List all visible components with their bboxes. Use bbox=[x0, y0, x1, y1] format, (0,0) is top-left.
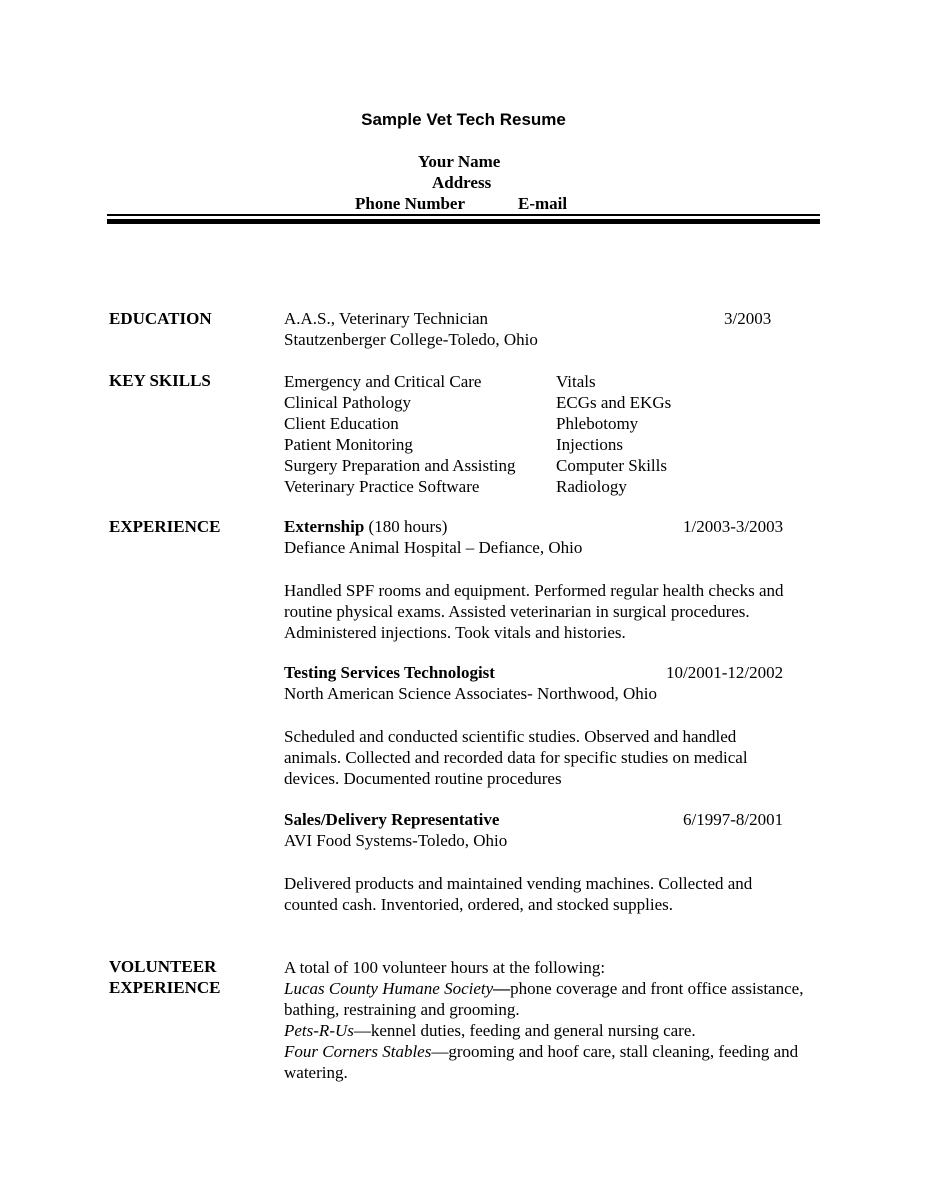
volunteer-intro: A total of 100 volunteer hours at the following: bbox=[284, 958, 606, 977]
job-title-suffix: (180 hours) bbox=[364, 517, 448, 536]
education-degree: A.A.S., Veterinary Technician bbox=[284, 309, 489, 328]
skill-item: Veterinary Practice Software bbox=[284, 477, 480, 496]
volunteer-org: Lucas County Humane Society bbox=[284, 979, 494, 998]
volunteer-desc: kennel duties, feeding and general nursing care. bbox=[370, 1021, 696, 1040]
your-name: Your Name bbox=[418, 152, 501, 171]
skill-item: Client Education bbox=[284, 414, 399, 433]
job-title: Testing Services Technologist bbox=[284, 663, 495, 682]
phone-number: Phone Number bbox=[355, 194, 466, 213]
job-title: Sales/Delivery Representative bbox=[284, 810, 500, 829]
job-description: Scheduled and conducted scientific studies. Observed and handled animals. Collected and recorded data for specific studies on medical devices. Documented routine procedures bbox=[284, 727, 748, 788]
email: E-mail bbox=[518, 194, 568, 213]
volunteer-desc: phone coverage and front office assistance, bathing, restraining and grooming. bbox=[284, 979, 804, 1019]
skill-item: ECGs and EKGs bbox=[556, 393, 672, 412]
skills-column-2 bbox=[556, 371, 671, 497]
volunteer-desc: grooming and hoof care, stall cleaning, feeding and watering. bbox=[284, 1042, 799, 1082]
address: Address bbox=[432, 173, 492, 192]
education-school: Stautzenberger College-Toledo, Ohio bbox=[284, 330, 538, 349]
skill-item: Surgery Preparation and Assisting bbox=[284, 456, 516, 475]
skill-item: Emergency and Critical Care bbox=[284, 372, 482, 391]
em-dash: — bbox=[493, 979, 511, 998]
job-title-line bbox=[284, 517, 447, 537]
volunteer-item bbox=[284, 1020, 814, 1041]
education-date: 3/2003 bbox=[724, 309, 772, 328]
job-dates: 1/2003-3/2003 bbox=[683, 517, 784, 536]
skill-item: Phlebotomy bbox=[556, 414, 639, 433]
skill-item: Radiology bbox=[556, 477, 627, 496]
job-title: Externship bbox=[284, 517, 365, 536]
em-dash: — bbox=[431, 1042, 449, 1061]
skill-item: Vitals bbox=[556, 372, 596, 391]
section-label-key-skills: KEY SKILLS bbox=[109, 371, 211, 390]
section-label-education: EDUCATION bbox=[109, 309, 212, 328]
skill-item: Patient Monitoring bbox=[284, 435, 413, 454]
volunteer-org: Four Corners Stables bbox=[284, 1042, 432, 1061]
em-dash: — bbox=[353, 1021, 371, 1040]
volunteer-item bbox=[284, 1041, 814, 1083]
job-dates: 6/1997-8/2001 bbox=[683, 810, 784, 829]
job-organization: Defiance Animal Hospital – Defiance, Ohio bbox=[284, 538, 583, 557]
section-label-volunteer-experience: EXPERIENCE bbox=[109, 978, 221, 997]
volunteer-item bbox=[284, 978, 814, 1020]
volunteer-details bbox=[284, 957, 814, 1083]
job-organization: North American Science Associates- Northwood, Ohio bbox=[284, 684, 657, 703]
job-description: Handled SPF rooms and equipment. Performed regular health checks and routine physical exams. Assisted veterinarian in surgical procedures. Administered injections. Took vitals and histories. bbox=[284, 581, 784, 642]
header-divider-thin bbox=[107, 214, 820, 216]
job-dates: 10/2001-12/2002 bbox=[666, 663, 784, 682]
job-description: Delivered products and maintained vending machines. Collected and counted cash. Inventoried, ordered, and stocked supplies. bbox=[284, 874, 753, 914]
skill-item: Injections bbox=[556, 435, 624, 454]
job-organization: AVI Food Systems-Toledo, Ohio bbox=[284, 831, 508, 850]
section-label-experience: EXPERIENCE bbox=[109, 517, 221, 536]
section-label-volunteer: VOLUNTEER bbox=[109, 957, 217, 976]
skills-column-1 bbox=[284, 371, 516, 497]
skill-item: Clinical Pathology bbox=[284, 393, 412, 412]
volunteer-org: Pets-R-Us bbox=[284, 1021, 354, 1040]
header-divider-thick bbox=[107, 219, 820, 224]
skill-item: Computer Skills bbox=[556, 456, 667, 475]
document-title: Sample Vet Tech Resume bbox=[361, 110, 566, 129]
